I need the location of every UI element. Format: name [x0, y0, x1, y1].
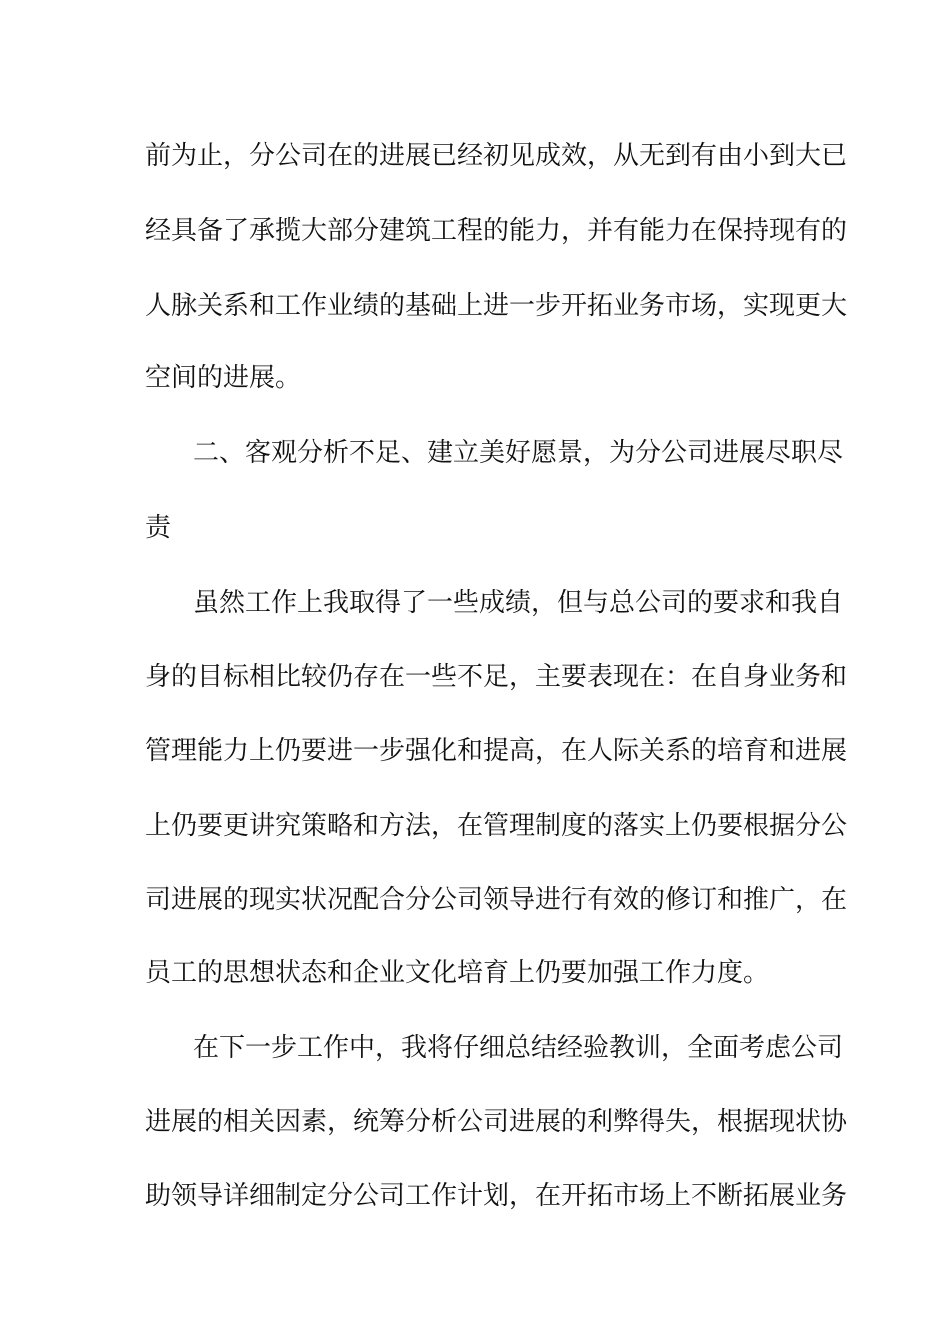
paragraph-line: 上仍要更讲究策略和方法，在管理制度的落实上仍要根据分公	[145, 811, 848, 841]
paragraph-line: 人脉关系和工作业绩的基础上进一步开拓业务市场，实现更大	[145, 291, 848, 321]
section-heading-line: 二、客观分析不足、建立美好愿景，为分公司进展尽职尽	[193, 438, 844, 468]
paragraph-line: 助领导详细制定分公司工作计划，在开拓市场上不断拓展业务	[145, 1181, 848, 1211]
paragraph-line: 管理能力上仍要进一步强化和提高，在人际关系的培育和进展	[145, 736, 848, 766]
section-heading-line: 责	[145, 513, 172, 543]
paragraph-line: 前为止，分公司在的进展已经初见成效，从无到有由小到大已	[145, 141, 848, 171]
paragraph-line: 虽然工作上我取得了一些成绩，但与总公司的要求和我自	[193, 588, 844, 618]
paragraph-line: 员工的思想状态和企业文化培育上仍要加强工作力度。	[145, 958, 770, 988]
paragraph-line: 司进展的现实状况配合分公司领导进行有效的修订和推广，在	[145, 885, 848, 915]
paragraph-line: 身的目标相比较仍存在一些不足，主要表现在：在自身业务和	[145, 662, 848, 692]
paragraph-line: 在下一步工作中，我将仔细总结经验教训，全面考虑公司	[193, 1033, 844, 1063]
paragraph-line: 经具备了承揽大部分建筑工程的能力，并有能力在保持现有的	[145, 216, 848, 246]
paragraph-line: 空间的进展。	[145, 363, 302, 393]
paragraph-line: 进展的相关因素，统筹分析公司进展的利弊得失，根据现状协	[145, 1107, 848, 1137]
